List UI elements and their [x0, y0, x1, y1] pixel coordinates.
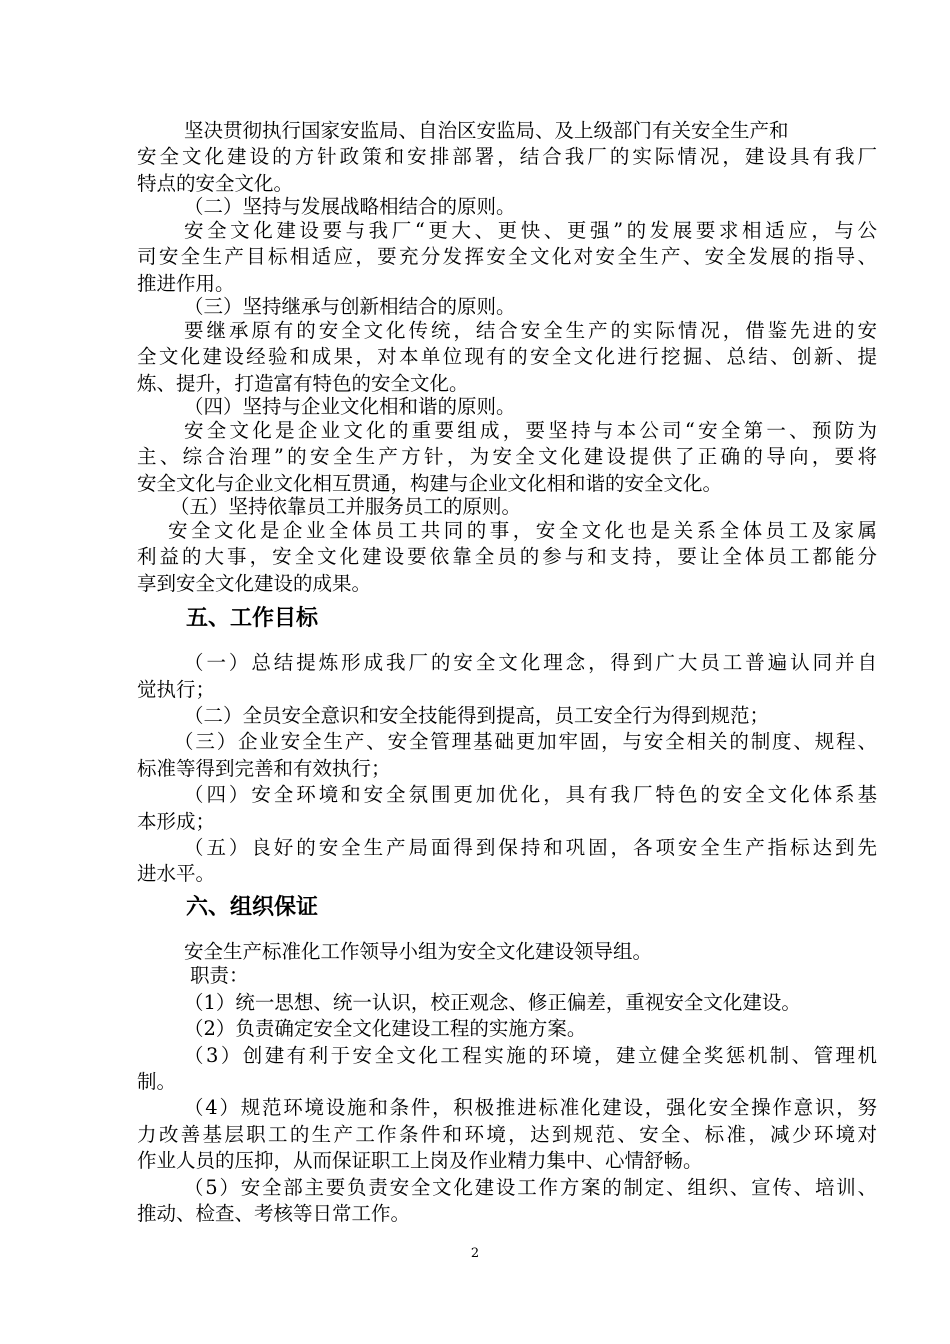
duty-item: （3）创建有利于安全文化工程实施的环境，建立健全奖惩机制、管理机	[184, 1044, 877, 1067]
paragraph-line: 安全文化建设要与我厂“更大、更快、更强”的发展要求相适应，与公	[184, 219, 877, 242]
goal-item: （三）企业安全生产、安全管理基础更加牢固，与安全相关的制度、规程、	[174, 730, 877, 753]
paragraph-line: 利益的大事，安全文化建设要依靠全员的参与和支持，要让全体员工都能分	[137, 545, 877, 568]
section-subheading: （五）坚持依靠员工并服务员工的原则。	[170, 495, 522, 518]
paragraph-line: 享到安全文化建设的成果。	[137, 572, 372, 595]
paragraph-line: 特点的安全文化。	[137, 172, 294, 195]
section-subheading: （三）坚持继承与创新相结合的原则。	[184, 295, 516, 318]
paragraph-line: 全文化建设经验和成果，对本单位现有的安全文化进行挖掘、总结、创新、提	[137, 345, 877, 368]
duty-item: （4）规范环境设施和条件，积极推进标准化建设，强化安全操作意识，努	[184, 1096, 877, 1119]
paragraph-line: 安全文化与企业文化相互贯通，构建与企业文化相和谐的安全文化。	[137, 472, 723, 495]
paragraph-line: 推进作用。	[137, 272, 235, 295]
duty-item: （1）统一思想、统一认识，校正观念、修正偏差，重视安全文化建设。	[184, 991, 801, 1014]
section-heading: 六、组织保证	[186, 895, 319, 920]
page-number: 2	[470, 1246, 480, 1261]
goal-item: 觉执行；	[137, 678, 216, 701]
paragraph-line: 安全文化是企业全体员工共同的事，安全文化也是关系全体员工及家属	[168, 519, 877, 542]
paragraph-line: 坚决贯彻执行国家安监局、自治区安监局、及上级部门有关安全生产和	[184, 119, 789, 142]
section-subheading: （四）坚持与企业文化相和谐的原则。	[184, 395, 516, 418]
duty-item: 作业人员的压抑，从而保证职工上岗及作业精力集中、心情舒畅。	[137, 1149, 703, 1172]
duty-item: 制。	[137, 1070, 177, 1093]
section-heading: 五、工作目标	[186, 606, 319, 631]
paragraph-line: 安全文化是企业文化的重要组成，要坚持与本公司“安全第一、预防为	[184, 419, 877, 442]
goal-item: （四）安全环境和安全氛围更加优化，具有我厂特色的安全文化体系基	[184, 783, 877, 806]
goal-item: （五）良好的安全生产局面得到保持和巩固，各项安全生产指标达到先	[184, 836, 877, 859]
duty-item: 推动、检查、考核等日常工作。	[137, 1202, 411, 1225]
duty-item: （2）负责确定安全文化建设工程的实施方案。	[184, 1017, 587, 1040]
paragraph-line: 安全文化建设的方针政策和安排部署，结合我厂的实际情况，建设具有我厂	[137, 145, 877, 168]
paragraph-line: 主、综合治理”的安全生产方针，为安全文化建设提供了正确的导向，要将	[137, 445, 877, 468]
paragraph-line: 安全生产标准化工作领导小组为安全文化建设领导组。	[184, 940, 653, 963]
paragraph-line: 炼、提升，打造富有特色的安全文化。	[137, 372, 469, 395]
goal-item: （二）全员安全意识和安全技能得到提高，员工安全行为得到规范；	[184, 704, 770, 727]
section-subheading: （二）坚持与发展战略相结合的原则。	[184, 195, 516, 218]
paragraph-line: 要继承原有的安全文化传统，结合安全生产的实际情况，借鉴先进的安	[184, 319, 877, 342]
duty-item: （5）安全部主要负责安全文化建设工作方案的制定、组织、宣传、培训、	[184, 1176, 877, 1199]
duty-item: 力改善基层职工的生产工作条件和环境，达到规范、安全、标准，减少环境对	[137, 1123, 877, 1146]
paragraph-line: 职责：	[190, 964, 249, 987]
goal-item: 本形成；	[137, 810, 216, 833]
goal-item: （一）总结提炼形成我厂的安全文化理念，得到广大员工普遍认同并自	[184, 651, 877, 674]
goal-item: 进水平。	[137, 862, 216, 885]
paragraph-line: 司安全生产目标相适应，要充分发挥安全文化对安全生产、安全发展的指导、	[137, 245, 877, 268]
goal-item: 标准等得到完善和有效执行；	[137, 757, 391, 780]
